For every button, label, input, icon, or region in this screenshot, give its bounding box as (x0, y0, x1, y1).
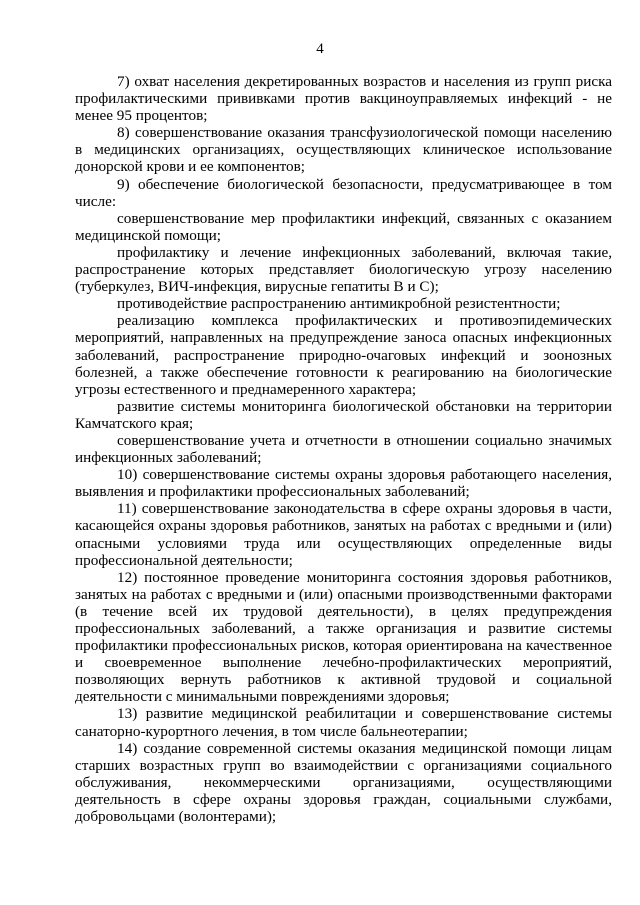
paragraph-9-item-monitoring: развитие системы мониторинга биологической обстановки на территории Камчатского края; (75, 397, 612, 432)
paragraph-7: 7) охват населения декретированных возрастов и населения из групп риска профилактическими прививками против вакциноуправляемых инфекций - не менее 95 процентов; (75, 73, 612, 125)
paragraph-10: 10) совершенствование системы охраны здоровья работающего населения, выявления и профилактики профессиональных заболеваний; (75, 466, 612, 501)
page-number: 4 (316, 41, 324, 57)
paragraph-9: 9) обеспечение биологической безопасности, предусматривающее в том числе: (75, 175, 612, 210)
document-body (75, 73, 612, 825)
paragraph-12: 12) постоянное проведение мониторинга состояния здоровья работников, занятых на работах с вредными и (или) опасными производственными факторами (в течение всей их трудовой деятельности), в целях предупреждения профессиональных заболеваний, а также организация и развитие системы профилактики профессиональных рисков, которая ориентирована на качественное и своевременное выполнение лечебно-профилактических мероприятий, позволяющих вернуть работников к активной трудовой и социальной деятельности с минимальными повреждениями здоровья; (75, 568, 612, 706)
paragraph-11: 11) совершенствование законодательства в сфере охраны здоровья в части, касающейся охраны здоровья работников, занятых на работах с вредными и (или) опасными условиями труда или осуществляющих определенные виды профессиональной деятельности; (75, 500, 612, 569)
paragraph-9-item-measures: реализацию комплекса профилактических и противоэпидемических мероприятий, направленных на предупреждение заноса опасных инфекционных заболеваний, распространение природно-очаговых инфекций и зоонозных болезней, а также обеспечение готовности к реагированию на биологические угрозы естественного и преднамеренного характера; (75, 312, 612, 398)
paragraph-8: 8) совершенствование оказания трансфузиологической помощи населению в медицинских организациях, осуществляющих клиническое использование донорской крови и ее компонентов; (75, 124, 612, 176)
paragraph-13: 13) развитие медицинской реабилитации и совершенствование системы санаторно-курортного лечения, в том числе бальнеотерапии; (75, 705, 612, 740)
paragraph-9-item-infections: совершенствование мер профилактики инфекций, связанных с оказанием медицинской помощи; (75, 209, 612, 244)
paragraph-9-item-prevention: профилактику и лечение инфекционных заболеваний, включая такие, распространение которых представляет биологическую угрозу населению (туберкулез, ВИЧ-инфекция, вирусные гепатиты В и С); (75, 243, 612, 296)
paragraph-14: 14) создание современной системы оказания медицинской помощи лицам старших возрастных групп во взаимодействии с организациями социального обслуживания, некоммерческими организациями, осуществляющими деятельность в сфере охраны здоровья граждан, социальными службами, добровольцами (волонтерами); (75, 739, 612, 826)
paragraph-9-item-resistance: противодействие распространению антимикробной резистентности; (117, 295, 561, 313)
paragraph-9-item-reporting: совершенствование учета и отчетности в отношении социально значимых инфекционных заболеваний; (75, 431, 612, 467)
